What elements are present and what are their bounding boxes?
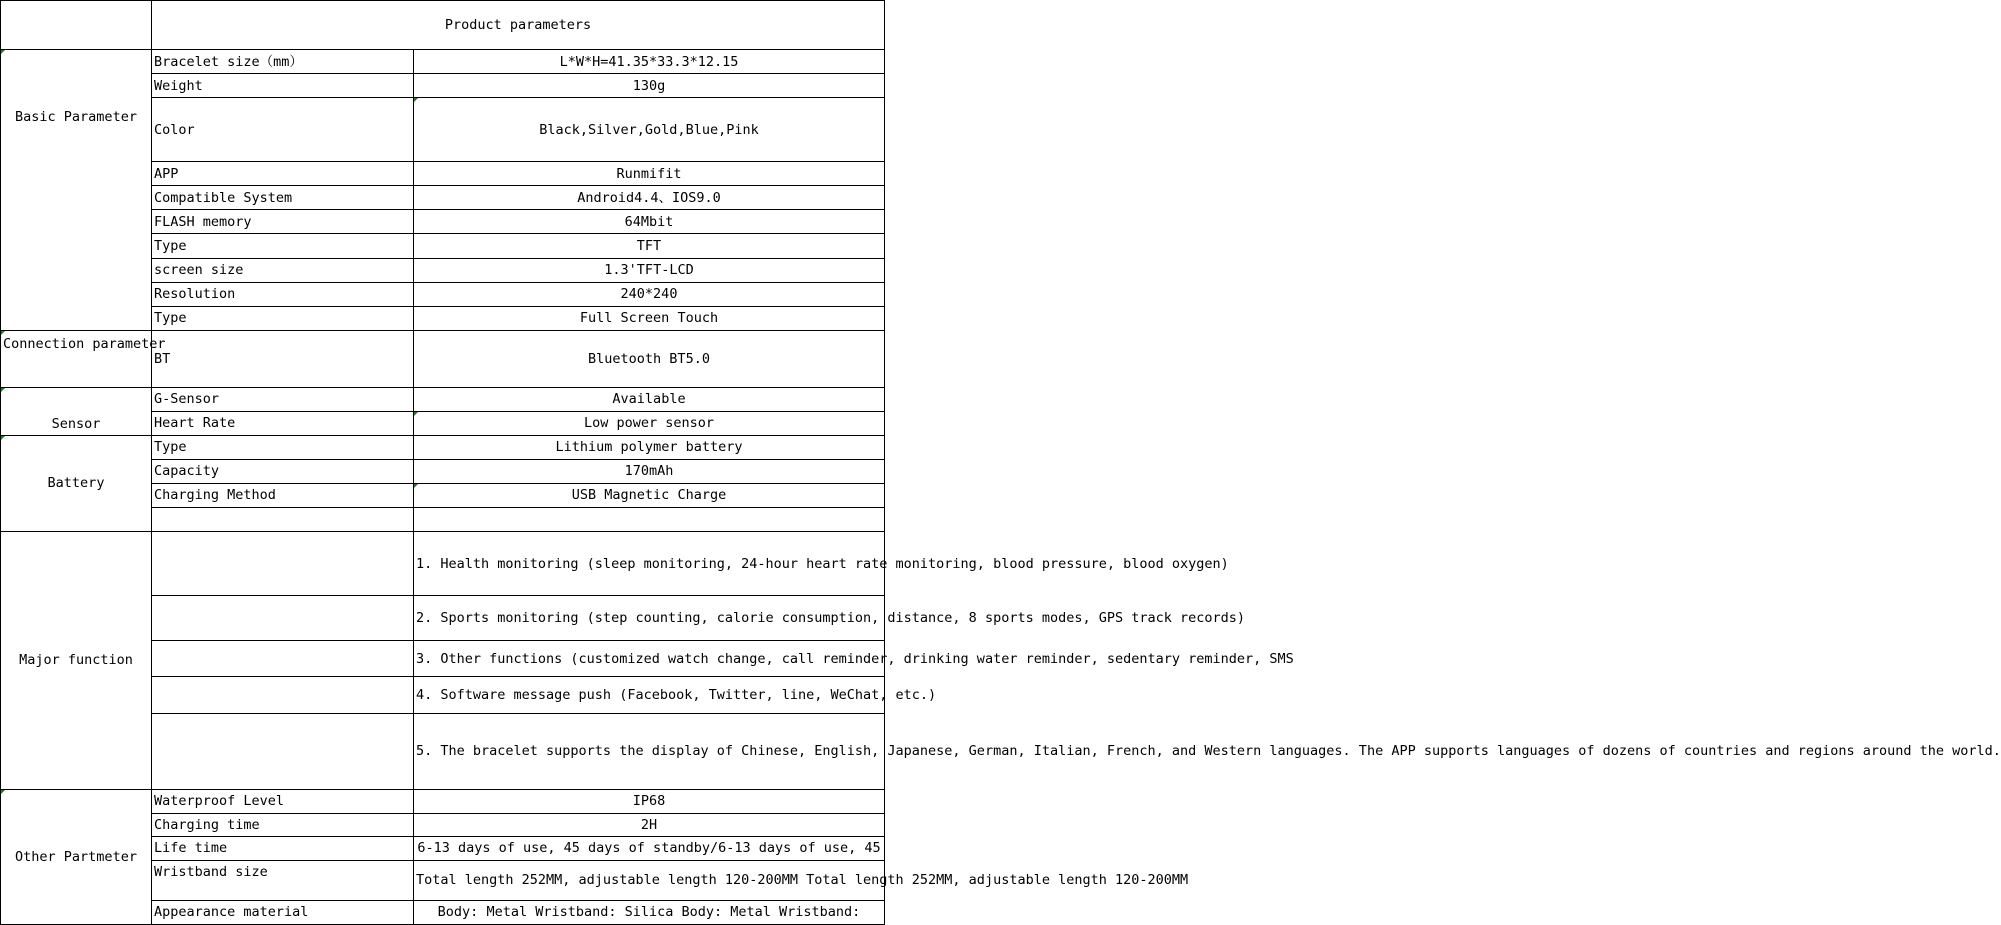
row-value: L*W*H=41.35*33.3*12.15 xyxy=(414,50,885,74)
row-label: Bracelet size（mm） xyxy=(152,50,414,74)
row-value: IP68 xyxy=(414,789,885,813)
row-label: Type xyxy=(152,306,414,330)
category-other-parameter: Other Partmeter xyxy=(1,789,152,924)
row-value: Total length 252MM, adjustable length 120-200MM Total length 252MM, adjustable length 120-200MM xyxy=(414,860,885,900)
row-label: Appearance material xyxy=(152,900,414,924)
row-value: Black,Silver,Gold,Blue,Pink xyxy=(414,98,885,162)
category-sensor: Sensor xyxy=(1,387,152,435)
row-label: screen size xyxy=(152,258,414,282)
row-label: Color xyxy=(152,98,414,162)
row-value: Low power sensor xyxy=(414,411,885,435)
row-label: Resolution xyxy=(152,282,414,306)
row-label: Life time xyxy=(152,836,414,860)
row-value: 2H xyxy=(414,813,885,836)
row-value: USB Magnetic Charge xyxy=(414,483,885,507)
row-label xyxy=(152,507,414,531)
table-title: Product parameters xyxy=(152,1,885,50)
function-item: 3. Other functions (customized watch change, call reminder, drinking water reminder, sedentary reminder, SMS xyxy=(414,641,885,677)
row-label: Compatible System xyxy=(152,186,414,210)
row-label-empty xyxy=(152,641,414,677)
row-label-empty xyxy=(152,596,414,641)
row-value: Full Screen Touch xyxy=(414,306,885,330)
row-value: Android4.4、IOS9.0 xyxy=(414,186,885,210)
row-value: 130g xyxy=(414,74,885,98)
table-row xyxy=(1,330,885,387)
category-connection-parameter: Connection parameter xyxy=(1,330,152,387)
row-label: Capacity xyxy=(152,459,414,483)
row-value: 6-13 days of use, 45 days of standby/6-13 days of use, 45 xyxy=(414,836,885,860)
table-row xyxy=(1,387,885,411)
row-label: Heart Rate xyxy=(152,411,414,435)
category-major-function: Major function xyxy=(1,532,152,790)
row-label: Charging Method xyxy=(152,483,414,507)
header-row xyxy=(1,1,885,50)
row-label: Type xyxy=(152,234,414,258)
row-label: Waterproof Level xyxy=(152,789,414,813)
row-value: 240*240 xyxy=(414,282,885,306)
header-empty-cell xyxy=(1,1,152,50)
row-label: APP xyxy=(152,162,414,186)
row-label-empty xyxy=(152,532,414,596)
row-label: Wristband size xyxy=(152,860,414,900)
category-battery: Battery xyxy=(1,435,152,531)
table-row xyxy=(1,789,885,813)
row-value: 1.3'TFT-LCD xyxy=(414,258,885,282)
table-row xyxy=(1,435,885,459)
row-value: Available xyxy=(414,387,885,411)
row-value: Lithium polymer battery xyxy=(414,435,885,459)
row-label: FLASH memory xyxy=(152,210,414,234)
row-label: BT xyxy=(152,330,414,387)
row-value: Runmifit xyxy=(414,162,885,186)
function-item: 1. Health monitoring (sleep monitoring, 24-hour heart rate monitoring, blood pressure, blood oxygen) xyxy=(414,532,885,596)
function-item: 4. Software message push (Facebook, Twitter, line, WeChat, etc.) xyxy=(414,677,885,714)
row-value: Bluetooth BT5.0 xyxy=(414,330,885,387)
row-value: 170mAh xyxy=(414,459,885,483)
row-value: Body: Metal Wristband: Silica Body: Metal Wristband: xyxy=(414,900,885,924)
row-label: Type xyxy=(152,435,414,459)
category-basic-parameter: Basic Parameter xyxy=(1,50,152,331)
row-label: G-Sensor xyxy=(152,387,414,411)
function-item: 5. The bracelet supports the display of Chinese, English, Japanese, German, Italian, French, and Western languages. The APP supports languages of dozens of countries and regions around the world. xyxy=(414,714,885,789)
function-item: 2. Sports monitoring (step counting, calorie consumption, distance, 8 sports modes, GPS track records) xyxy=(414,596,885,641)
row-label: Weight xyxy=(152,74,414,98)
table-row xyxy=(1,50,885,74)
row-label-empty xyxy=(152,714,414,789)
table-row xyxy=(1,532,885,596)
row-value: TFT xyxy=(414,234,885,258)
row-label-empty xyxy=(152,677,414,714)
row-value: 64Mbit xyxy=(414,210,885,234)
row-label: Charging time xyxy=(152,813,414,836)
row-value xyxy=(414,507,885,531)
